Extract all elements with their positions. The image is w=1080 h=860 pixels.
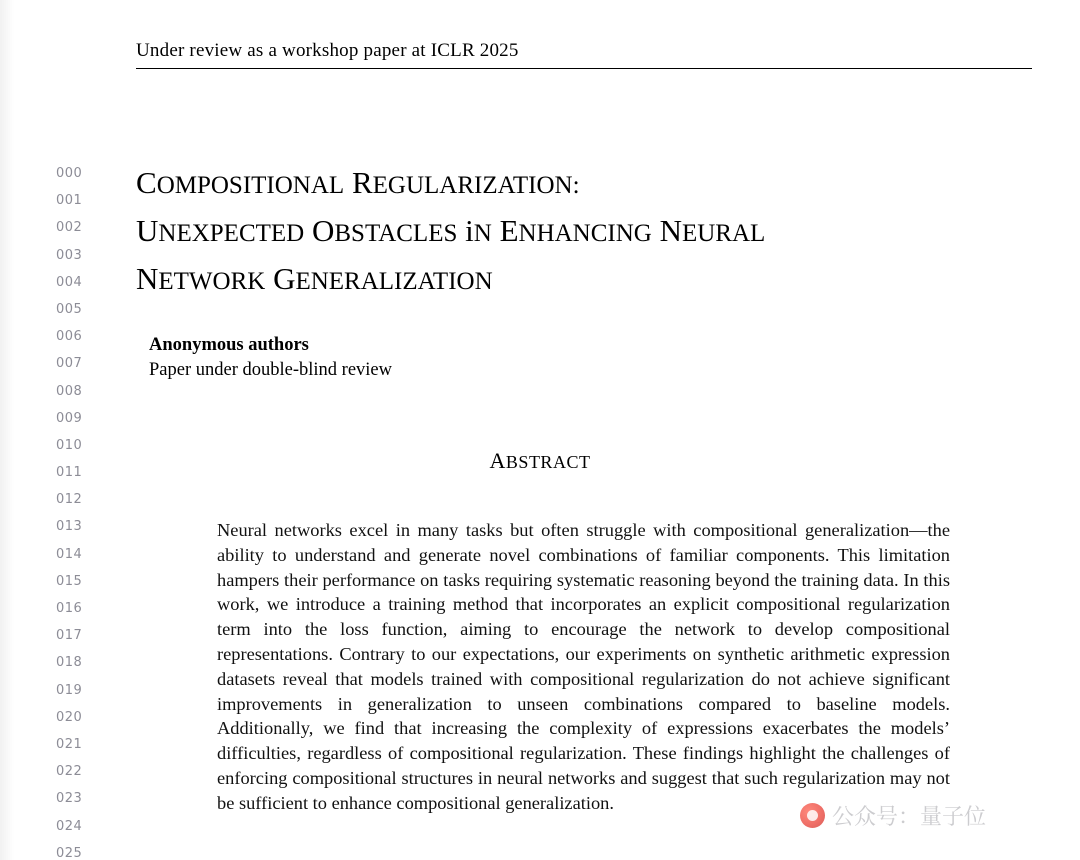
line-number: 005 (56, 301, 83, 317)
line-number: 010 (56, 437, 83, 453)
abstract-heading: ABSTRACT (489, 448, 591, 473)
line-number: 011 (56, 465, 83, 481)
line-number: 013 (56, 519, 83, 535)
title-word: iN (465, 213, 492, 248)
watermark-text: 公众号：量子位 (832, 805, 987, 830)
title-line-2 (136, 208, 1029, 256)
line-number: 008 (56, 383, 83, 399)
page-left-edge (0, 0, 14, 860)
title-word: UNEXPECTED (136, 213, 305, 248)
line-number: 022 (56, 764, 83, 780)
line-number: 004 (56, 274, 83, 290)
title-word: NEURAL (659, 213, 766, 248)
title-line-1: COMPOSITIONAL REGULARIZATION: (136, 165, 580, 200)
line-number: 006 (56, 329, 83, 345)
line-number: 018 (56, 655, 83, 671)
line-number: 025 (56, 845, 83, 860)
line-number: 017 (56, 628, 83, 644)
line-number: 020 (56, 709, 83, 725)
header-divider (136, 68, 1032, 69)
line-number: 002 (56, 220, 83, 236)
title-line-3: NETWORK GENERALIZATION (136, 261, 493, 296)
line-number: 007 (56, 356, 83, 372)
authors-note: Paper under double-blind review (149, 360, 392, 380)
line-number: 019 (56, 682, 83, 698)
line-number: 012 (56, 492, 83, 508)
line-number: 009 (56, 410, 83, 426)
abstract-paragraph: Neural networks excel in many tasks but often struggle with compositional generalization—the ability to understand and generate novel combinations of familiar components. This limitation hampers their performance on tasks requiring systematic reasoning beyond the training data. In this work, we introduce a training method that incorporates an explicit compositional regularization term into the loss function, aiming to encourage the network to develop compositional representations. Contrary to our expectations, our experiments on synthetic arithmetic expression datasets reveal that models trained with compositional regularization do not achieve significant improvements in generalization to unseen combinations compared to baseline models. Additionally, we find that increasing the complexity of expressions exacerbates the models’ difficulties, regardless of compositional regularization. These findings highlight the challenges of enforcing compositional structures in neural networks and suggest that such regularization may not be sufficient to enhance compositional generalization. (217, 520, 950, 813)
page-title (136, 160, 1032, 304)
line-number: 014 (56, 546, 83, 562)
running-header: Under review as a workshop paper at ICLR 2025 (136, 40, 519, 61)
line-number: 001 (56, 193, 83, 209)
line-number: 000 (56, 166, 83, 181)
line-number: 023 (56, 791, 83, 807)
line-number: 021 (56, 736, 83, 752)
abstract-body (217, 518, 950, 816)
line-number: 024 (56, 818, 83, 834)
line-number-column (56, 160, 96, 860)
line-number: 015 (56, 573, 83, 589)
authors: Anonymous authors (149, 335, 309, 355)
title-word: ENHANCING (499, 213, 652, 248)
line-number: 003 (56, 247, 83, 263)
title-word: OBSTACLES (311, 213, 458, 248)
line-number: 016 (56, 601, 83, 616)
